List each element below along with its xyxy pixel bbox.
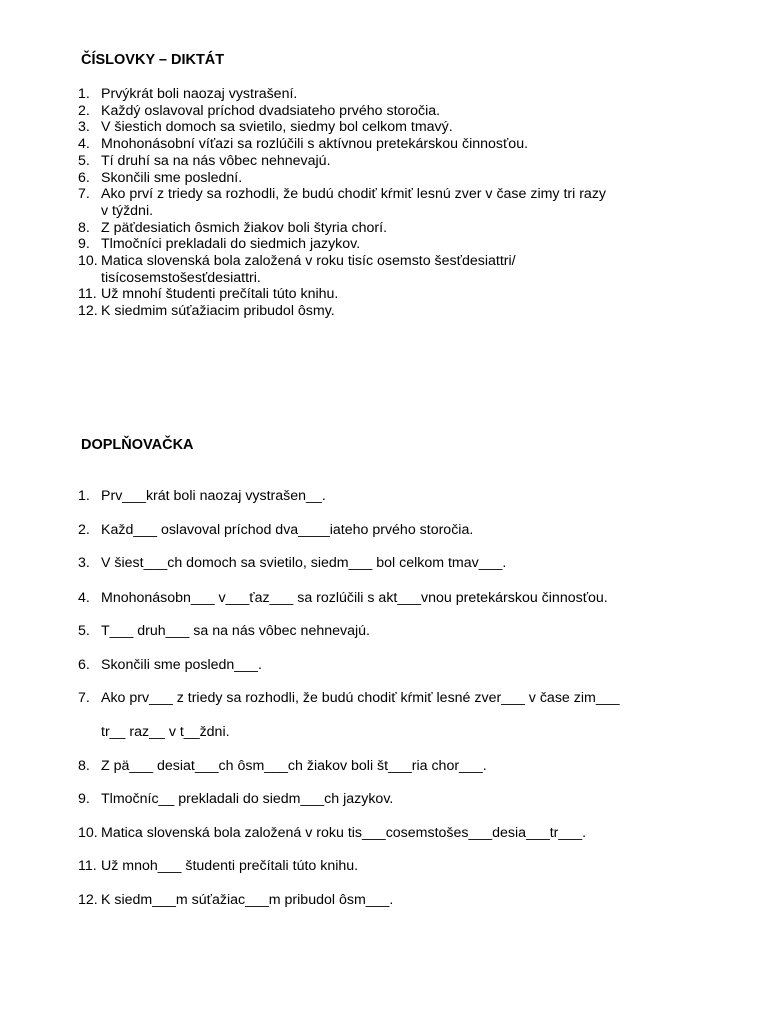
dictation-item	[78, 136, 528, 153]
item-number: 2.	[78, 102, 90, 119]
item-text: Každ___ oslavoval príchod dva____iateho prvého storočia.	[101, 521, 474, 538]
dictation-item	[78, 103, 440, 120]
item-number: 6.	[78, 656, 90, 673]
item-text: Tí druhí sa na nás vôbec nehnevajú.	[101, 152, 331, 169]
item-text: Každý oslavoval príchod dvadsiateho prvého storočia.	[101, 102, 441, 119]
fill-in-item	[78, 657, 262, 674]
item-number: 3.	[78, 119, 90, 136]
item-number: 2.	[78, 521, 90, 538]
item-text: tr__ raz__ v t__ždni.	[101, 724, 230, 740]
fill-in-item	[78, 858, 358, 875]
item-text: V šiest___ch domoch sa svietilo, siedm___ bol celkom tmav___.	[101, 555, 507, 571]
item-number: 6.	[78, 169, 90, 186]
item-text: K siedm___m súťažiac___m pribudol ôsm___.	[101, 891, 394, 908]
item-text: Ako prví z triedy sa rozhodli, že budú chodiť kŕmiť lesnú zver v čase zimy tri razy	[101, 186, 607, 203]
item-number: 12.	[78, 303, 98, 320]
item-number: 4.	[78, 589, 90, 606]
fill-in-item	[78, 488, 326, 505]
item-number: 1.	[78, 488, 90, 504]
item-text: K siedmim súťažiacim pribudol ôsmy.	[101, 303, 335, 320]
dictation-item	[78, 153, 331, 170]
item-number: 11.	[78, 286, 97, 303]
dictation-item	[78, 303, 335, 320]
item-number: 3.	[78, 555, 90, 571]
fill-in-item	[78, 892, 393, 909]
item-text: v týždni.	[101, 202, 154, 219]
dictation-title: ČÍSLOVKY – DIKTÁT	[81, 52, 225, 68]
item-number: 9.	[78, 236, 90, 253]
dictation-item	[78, 119, 453, 136]
item-text: Z päťdesiatich ôsmich žiakov boli štyria chorí.	[101, 219, 388, 236]
fill-in-item	[78, 791, 393, 808]
item-text: Mnohonásobní víťazi sa rozlúčili s aktívnou pretekárskou činnosťou.	[101, 136, 529, 153]
item-number: 8.	[78, 219, 90, 236]
dictation-item	[78, 186, 606, 203]
dictation-item-continuation	[78, 203, 153, 220]
item-number: 9.	[78, 791, 90, 807]
item-number: 10.	[78, 253, 98, 269]
item-number: 1.	[78, 86, 90, 102]
item-number: 8.	[78, 757, 90, 774]
dictation-item	[78, 253, 516, 270]
item-text: Matica slovenská bola založená v roku tis___cosemstošes___desia___tr___.	[101, 824, 587, 841]
item-text: Tlmočníc__ prekladali do siedm___ch jazykov.	[101, 791, 394, 807]
item-text: Tlmočníci prekladali do siedmich jazykov.	[101, 236, 361, 253]
item-text: Skončili sme poslední.	[101, 169, 243, 186]
item-text: Prv___krát boli naozaj vystrašen__.	[101, 488, 326, 504]
item-number: 10.	[78, 824, 98, 841]
item-text: Mnohonásobn___ v___ťaz___ sa rozlúčili s akt___vnou pretekárskou činnosťou.	[101, 589, 608, 606]
item-number: 4.	[78, 136, 90, 153]
dictation-item-continuation	[78, 270, 261, 287]
item-number: 12.	[78, 891, 98, 908]
fill-in-item	[78, 825, 586, 842]
fill-in-item	[78, 623, 370, 640]
item-text: Z pä___ desiat___ch ôsm___ch žiakov boli št___ria chor___.	[101, 757, 487, 774]
fill-in-item-continuation	[78, 724, 230, 741]
item-number: 5.	[78, 152, 90, 169]
fill-in-item	[78, 555, 506, 572]
item-text: V šiestich domoch sa svietilo, siedmy bol celkom tmavý.	[101, 119, 453, 136]
dictation-item	[78, 236, 360, 253]
fill-in-item	[78, 690, 620, 707]
dictation-item	[78, 170, 242, 187]
item-number: 7.	[78, 690, 90, 706]
item-text: T___ druh___ sa na nás vôbec nehnevajú.	[101, 623, 370, 639]
fill-in-title: DOPLŇOVAČKA	[81, 437, 194, 453]
item-number: 5.	[78, 623, 90, 639]
item-text: tisícosemstošesťdesiattri.	[101, 269, 261, 286]
item-text: Skončili sme posledn___.	[101, 656, 262, 673]
dictation-item	[78, 86, 297, 103]
item-text: Už mnoh___ študenti prečítali túto knihu.	[101, 858, 359, 874]
item-text: Prvýkrát boli naozaj vystrašení.	[101, 86, 298, 102]
item-text: Matica slovenská bola založená v roku tisíc osemsto šesťdesiattri/	[101, 253, 516, 269]
item-number: 11.	[78, 858, 97, 874]
fill-in-item	[78, 758, 487, 775]
item-number: 7.	[78, 186, 90, 203]
dictation-item	[78, 220, 387, 237]
item-text: Ako prv___ z triedy sa rozhodli, že budú chodiť kŕmiť lesné zver___ v čase zim___	[101, 690, 620, 706]
fill-in-item	[78, 522, 473, 539]
item-text: Už mnohí študenti prečítali túto knihu.	[101, 286, 339, 303]
dictation-item	[78, 286, 338, 303]
fill-in-item	[78, 590, 608, 607]
